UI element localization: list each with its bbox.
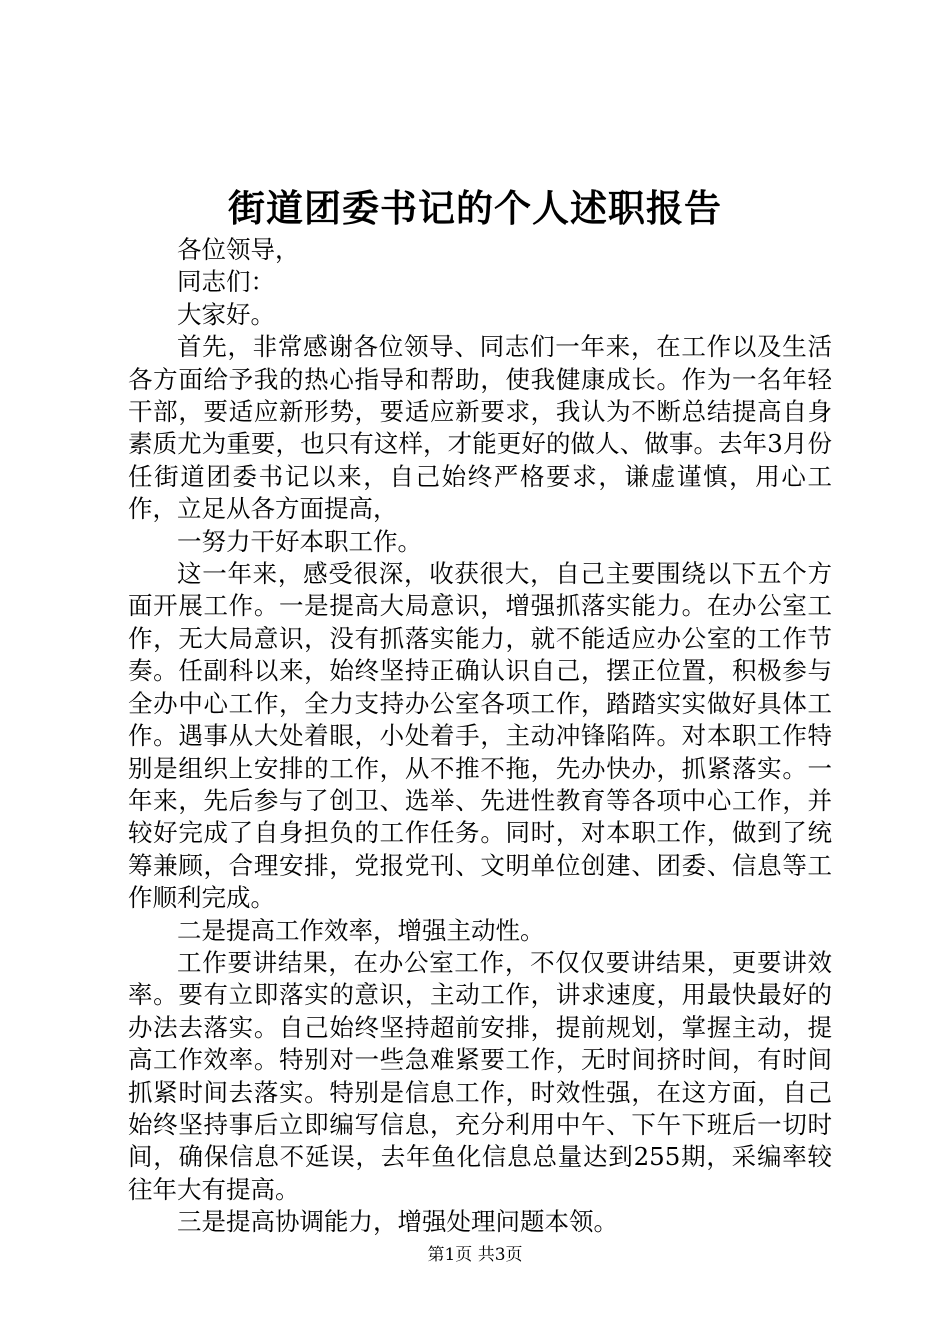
paragraph-greeting: 大家好。 [177,299,275,329]
page-number-footer: 第1页 共3页 [427,1245,523,1265]
paragraph-heading-two: 二是提高工作效率，增强主动性。 [177,915,545,945]
paragraph-salutation-comrades: 同志们： [177,267,275,297]
paragraph-efficiency: 工作要讲结果，在办公室工作，不仅仅要讲结果，更要讲效率。要有立即落实的意识，主动工作，讲求速度，用最快最好的办法去落实。自己始终坚持超前安排，提前规划，掌握主动，提高工作效率。特别对一些急难紧要工作，无时间挤时间，有时间抓紧时间去落实。特别是信息工作，时效性强，在这方面，自己始终坚持事后立即编写信息，充分利用中午、下午下班后一切时间，确保信息不延误，去年鱼化信息总量达到255期，采编率较往年大有提高。 [128,947,832,1204]
paragraph-work-overview: 这一年来，感受很深，收获很大，自己主要围绕以下五个方面开展工作。一是提高大局意识，增强抓落实能力。在办公室工作，无大局意识，没有抓落实能力，就不能适应办公室的工作节奏。任副科以来，始终坚持正确认识自己，摆正位置，积极参与全办中心工作，全力支持办公室各项工作，踏踏实实做好具体工作。遇事从大处着眼，小处着手，主动冲锋陷阵。对本职工作特别是组织上安排的工作，从不推不拖，先办快办，抓紧落实。一年来，先后参与了创卫、选举、先进性教育等各项中心工作，并较好完成了自身担负的工作任务。同时，对本职工作，做到了统筹兼顾，合理安排，党报党刊、文明单位创建、团委、信息等工作顺利完成。 [128,559,832,913]
paragraph-introduction: 首先，非常感谢各位领导、同志们一年来，在工作以及生活各方面给予我的热心指导和帮助，使我健康成长。作为一名年轻干部，要适应新形势，要适应新要求，我认为不断总结提高自身素质尤为重要，也只有这样，才能更好的做人、做事。去年3月份任街道团委书记以来，自己始终严格要求，谦虚谨慎，用心工作，立足从各方面提高， [128,332,832,524]
paragraph-salutation-leaders: 各位领导， [177,235,300,264]
document-title: 街道团委书记的个人述职报告 [228,186,722,230]
paragraph-heading-three: 三是提高协调能力，增强处理问题本领。 [177,1207,618,1237]
paragraph-heading-one: 一努力干好本职工作。 [177,526,422,556]
document-body [128,234,832,1239]
